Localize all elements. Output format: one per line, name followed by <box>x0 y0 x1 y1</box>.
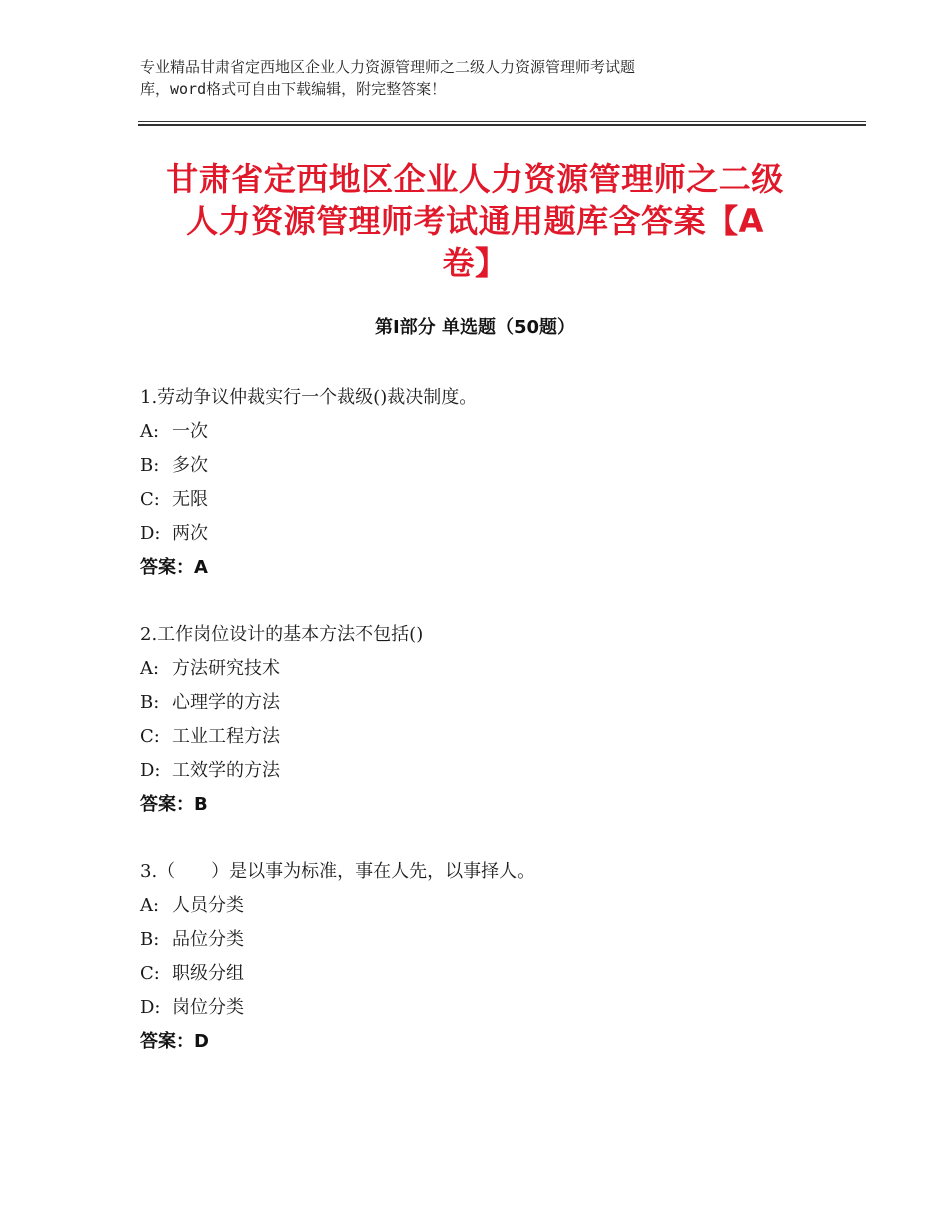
option-c <box>140 483 860 517</box>
option-letter: B: <box>140 455 160 476</box>
option-text: 工业工程方法 <box>172 726 280 747</box>
option-text: 两次 <box>172 523 208 544</box>
header-divider-thin <box>138 121 866 122</box>
question-3 <box>140 855 860 1059</box>
document-title-line-3: 卷】 <box>442 244 508 282</box>
option-letter: A: <box>140 421 160 442</box>
option-text: 职级分组 <box>172 963 244 984</box>
option-letter: D: <box>140 523 161 544</box>
document-title <box>130 158 820 284</box>
option-text: 多次 <box>172 455 208 476</box>
option-text: 工效学的方法 <box>172 760 280 781</box>
question-list <box>140 381 860 1092</box>
question-stem: 1.劳动争议仲裁实行一个裁级()裁决制度。 <box>140 387 478 408</box>
option-d <box>140 991 860 1025</box>
option-letter: D: <box>140 997 161 1018</box>
option-text: 心理学的方法 <box>172 692 280 713</box>
header-divider-thick <box>138 124 866 126</box>
option-d <box>140 517 860 551</box>
answer-line: 答案：B <box>140 794 208 815</box>
option-a <box>140 415 860 449</box>
option-text: 无限 <box>172 489 208 510</box>
question-stem: 3.（ ）是以事为标准，事在人先，以事择人。 <box>140 861 536 882</box>
option-a <box>140 889 860 923</box>
header-note <box>140 56 780 100</box>
answer-line: 答案：D <box>140 1031 209 1052</box>
option-a <box>140 652 860 686</box>
option-text: 品位分类 <box>172 929 244 950</box>
header-note-line-2: 库，word格式可自由下载编辑，附完整答案！ <box>140 80 447 98</box>
option-letter: C: <box>140 726 160 747</box>
option-text: 一次 <box>172 421 208 442</box>
option-letter: B: <box>140 692 160 713</box>
option-c <box>140 957 860 991</box>
option-text: 人员分类 <box>172 895 244 916</box>
header-note-line-1: 专业精品甘肃省定西地区企业人力资源管理师之二级人力资源管理师考试题 <box>140 58 636 76</box>
option-letter: A: <box>140 895 160 916</box>
answer-line: 答案：A <box>140 557 208 578</box>
document-title-line-2: 人力资源管理师考试通用题库含答案【A <box>186 202 764 240</box>
question-1 <box>140 381 860 585</box>
option-b <box>140 923 860 957</box>
section-title: 第Ⅰ部分 单选题（50题） <box>374 317 575 338</box>
option-letter: C: <box>140 963 160 984</box>
option-letter: A: <box>140 658 160 679</box>
option-d <box>140 754 860 788</box>
document-title-line-1: 甘肃省定西地区企业人力资源管理师之二级 <box>166 160 784 198</box>
option-text: 方法研究技术 <box>172 658 280 679</box>
option-letter: B: <box>140 929 160 950</box>
option-letter: C: <box>140 489 160 510</box>
option-letter: D: <box>140 760 161 781</box>
option-b <box>140 449 860 483</box>
option-text: 岗位分类 <box>172 997 244 1018</box>
option-c <box>140 720 860 754</box>
option-b <box>140 686 860 720</box>
question-2 <box>140 618 860 822</box>
question-stem: 2.工作岗位设计的基本方法不包括() <box>140 624 424 645</box>
